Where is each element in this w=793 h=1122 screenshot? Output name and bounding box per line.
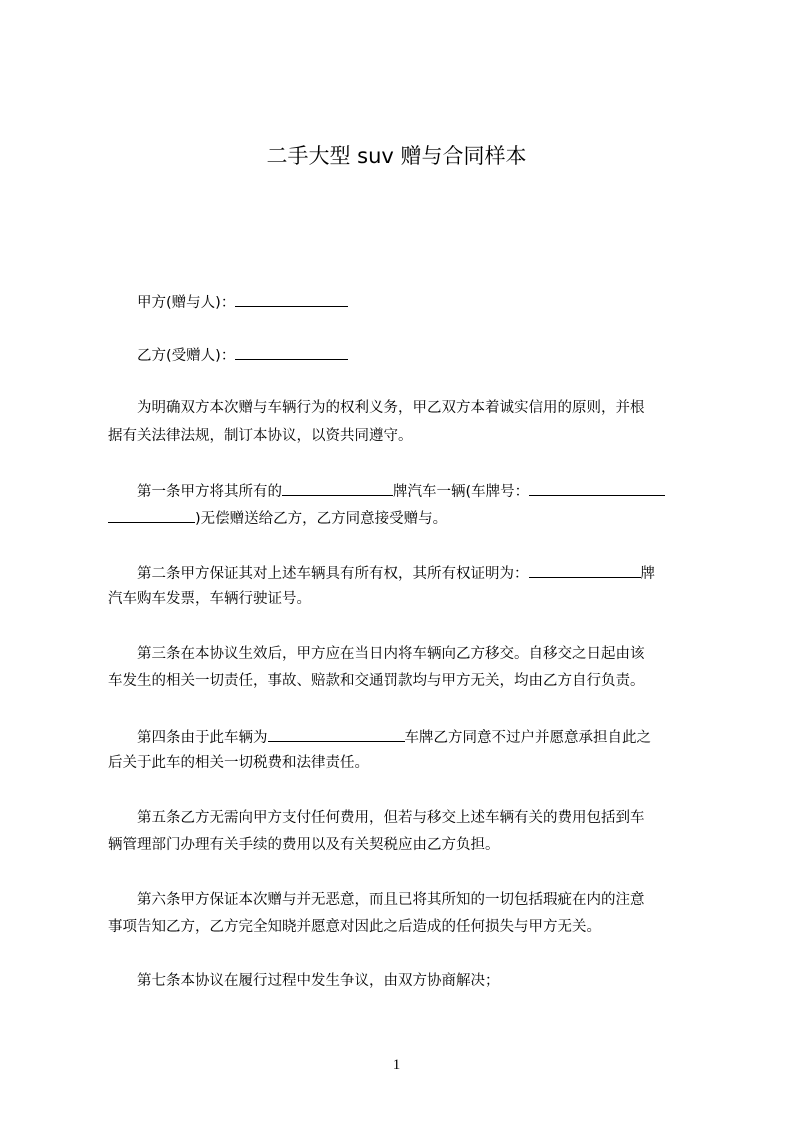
- article-4-text-2: 车牌乙方同意不过户并愿意承担自此之: [404, 730, 651, 746]
- article-6-line-1: 第六条甲方保证本次赠与并无恶意，而且已将其所知的一切包括瑕疵在内的注意: [137, 892, 645, 908]
- intro-line-2: 据有关法律法规，制订本协议，以资共同遵守。: [108, 428, 413, 444]
- article-1-text-2: 牌汽车一辆(车牌号：: [393, 484, 530, 500]
- party-b-label: 乙方(受赠人)：: [137, 348, 236, 364]
- article-2-text-2: 牌: [640, 566, 655, 582]
- article-4-text-1: 第四条由于此车辆为: [137, 730, 268, 746]
- article-5-line-2: 辆管理部门办理有关手续的费用以及有关契税应由乙方负担。: [108, 837, 500, 853]
- page-number: 1: [392, 1057, 401, 1073]
- article-1-brand-blank[interactable]: [282, 480, 393, 496]
- article-3-line-2: 车发生的相关一切责任，事故、赔款和交通罚款均与甲方无关，均由乙方自行负责。: [108, 673, 645, 689]
- party-b-line: [137, 344, 348, 366]
- article-1-line-2: [108, 507, 447, 529]
- article-2-line-1: [137, 562, 655, 584]
- article-1-text-3: )无偿赠送给乙方，乙方同意接受赠与。: [195, 511, 448, 527]
- article-4-line-2: 后关于此车的相关一切税费和法律责任。: [108, 755, 369, 771]
- article-2-line-2: 汽车购车发票，车辆行驶证号。: [108, 591, 311, 607]
- article-3-line-1: 第三条在本协议生效后，甲方应在当日内将车辆向乙方移交。自移交之日起由该: [137, 646, 645, 662]
- article-1-text-1: 第一条甲方将其所有的: [137, 484, 282, 500]
- article-5-line-1: 第五条乙方无需向甲方支付任何费用，但若与移交上述车辆有关的费用包括到车: [137, 810, 645, 826]
- article-2-proof-blank[interactable]: [529, 562, 641, 578]
- party-b-blank[interactable]: [235, 344, 348, 360]
- article-2-text-1: 第二条甲方保证其对上述车辆具有所有权，其所有权证明为：: [137, 566, 529, 582]
- article-1-plate-blank-cont[interactable]: [108, 507, 195, 523]
- party-a-label: 甲方(赠与人)：: [137, 295, 236, 311]
- intro-line-1: 为明确双方本次赠与车辆行为的权利义务，甲乙双方本着诚实信用的原则，并根: [137, 400, 645, 416]
- article-4-vehicle-blank[interactable]: [268, 726, 405, 742]
- article-1-line-1: [137, 480, 665, 502]
- party-a-blank[interactable]: [235, 291, 348, 307]
- document-title: 二手大型 suv 赠与合同样本: [266, 144, 527, 168]
- article-7-line-1: 第七条本协议在履行过程中发生争议，由双方协商解决；: [137, 973, 500, 989]
- party-a-line: [137, 291, 348, 313]
- article-6-line-2: 事项告知乙方，乙方完全知晓并愿意对因此之后造成的任何损失与甲方无关。: [108, 919, 601, 935]
- article-4-line-1: [137, 726, 651, 748]
- article-1-plate-blank[interactable]: [529, 480, 665, 496]
